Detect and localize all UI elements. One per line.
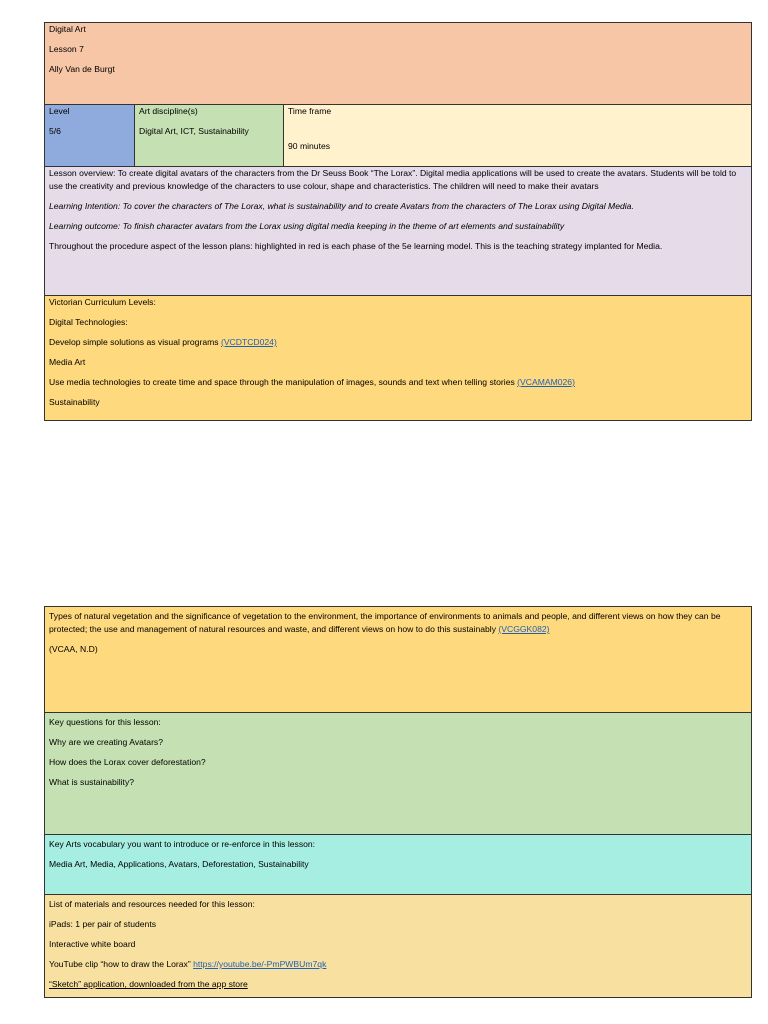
key-questions-row (45, 713, 752, 835)
timeframe-cell (284, 105, 752, 167)
sustainability-heading: Sustainability (49, 397, 100, 407)
lesson-plan-bottom-table (44, 606, 752, 998)
discipline-cell (135, 105, 284, 167)
learning-intention-label: Learning Intention (49, 201, 118, 211)
media-art-heading: Media Art (49, 357, 86, 367)
lesson-plan-top-table (44, 22, 752, 421)
material-whiteboard: Interactive white board (49, 939, 136, 949)
key-questions-heading: Key questions for this lesson: (49, 717, 161, 727)
key-question-item: What is sustainability? (49, 777, 135, 787)
vegetation-item (49, 610, 747, 636)
media-art-text: Use media technologies to create time and space through the manipulation of images, sounds and text when telling stories (49, 377, 518, 387)
author-name: Ally Van de Burgt (49, 64, 115, 74)
timeframe-label: Time frame (288, 106, 332, 116)
lesson-number: Lesson 7 (49, 44, 84, 54)
vcaa-citation: (VCAA, N.D) (49, 644, 98, 654)
subject-title: Digital Art (49, 24, 86, 34)
vocabulary-heading: Key Arts vocabulary you want to introduce or re-enforce in this lesson: (49, 839, 316, 849)
discipline-label: Art discipline(s) (139, 106, 198, 116)
header-cell (45, 23, 752, 105)
key-questions-cell (45, 713, 752, 835)
timeframe-value: 90 minutes (288, 141, 331, 151)
curriculum-heading: Victorian Curriculum Levels: (49, 297, 156, 307)
overview-row (45, 167, 752, 296)
learning-intention-text: : To cover the characters of The Lorax, what is sustainability and to create Avatars from the characters of The Lorax using Digital Media. (117, 201, 634, 211)
vocabulary-cell (45, 835, 752, 895)
header-row (45, 23, 752, 105)
overview-cell (45, 167, 752, 296)
materials-heading: List of materials and resources needed for this lesson: (49, 899, 255, 909)
curriculum-cell (45, 296, 752, 421)
learning-outcome-label: Learning outcome (49, 221, 118, 231)
materials-row (45, 895, 752, 998)
digital-tech-code-link[interactable]: (VCDTCD024) (220, 337, 277, 347)
material-youtube (49, 958, 747, 971)
vocabulary-row (45, 835, 752, 895)
vegetation-cell (45, 607, 752, 713)
media-art-item (49, 376, 747, 389)
vocabulary-list: Media Art, Media, Applications, Avatars, Deforestation, Sustainability (49, 859, 309, 869)
youtube-clip-link[interactable]: https://youtube.be/-PmPWBUm7qk (193, 959, 327, 969)
materials-cell (45, 895, 752, 998)
vegetation-text: Types of natural vegetation and the significance of vegetation to the environment, the importance of environments to animals and people, and different views on how they can be protected; the use and management of natural resources and waste, and different views on how to do this sustainably (49, 611, 721, 634)
vegetation-code-link[interactable]: (VCGGK082) (498, 624, 550, 634)
digital-tech-heading: Digital Technologies: (49, 317, 128, 327)
digital-tech-text: Develop simple solutions as visual programs (49, 337, 221, 347)
info-row (45, 105, 752, 167)
digital-tech-item (49, 336, 747, 349)
key-question-item: How does the Lorax cover deforestation? (49, 757, 206, 767)
youtube-clip-text: YouTube clip “how to draw the Lorax” (49, 959, 194, 969)
level-cell (45, 105, 135, 167)
level-label: Level (49, 106, 70, 116)
curriculum-row (45, 296, 752, 421)
key-question-item: Why are we creating Avatars? (49, 737, 164, 747)
material-ipads: iPads: 1 per pair of students (49, 919, 157, 929)
learning-outcome-text: : To finish character avatars from the Lorax using digital media keeping in the theme of art elements and sustainability (117, 221, 565, 231)
media-art-code-link[interactable]: (VCAMAM026) (517, 377, 575, 387)
lesson-overview-text: Lesson overview: To create digital avatars of the characters from the Dr Seuss Book “The Lorax”. Digital media applications will be used to create the avatars. Students will be told to use the creativity and previous knowledge of the characters to use colour, shape and characteristics. The children will need to make their avatars (49, 168, 737, 191)
vegetation-row (45, 607, 752, 713)
material-sketch-app: “Sketch” application, downloaded from the app store (49, 979, 248, 989)
procedure-note: Throughout the procedure aspect of the lesson plans: highlighted in red is each phase of the 5e learning model. This is the teaching strategy implanted for Media. (49, 241, 663, 251)
level-value: 5/6 (49, 126, 61, 136)
discipline-value: Digital Art, ICT, Sustainability (139, 126, 249, 136)
learning-intention (49, 200, 747, 213)
learning-outcome (49, 220, 747, 233)
